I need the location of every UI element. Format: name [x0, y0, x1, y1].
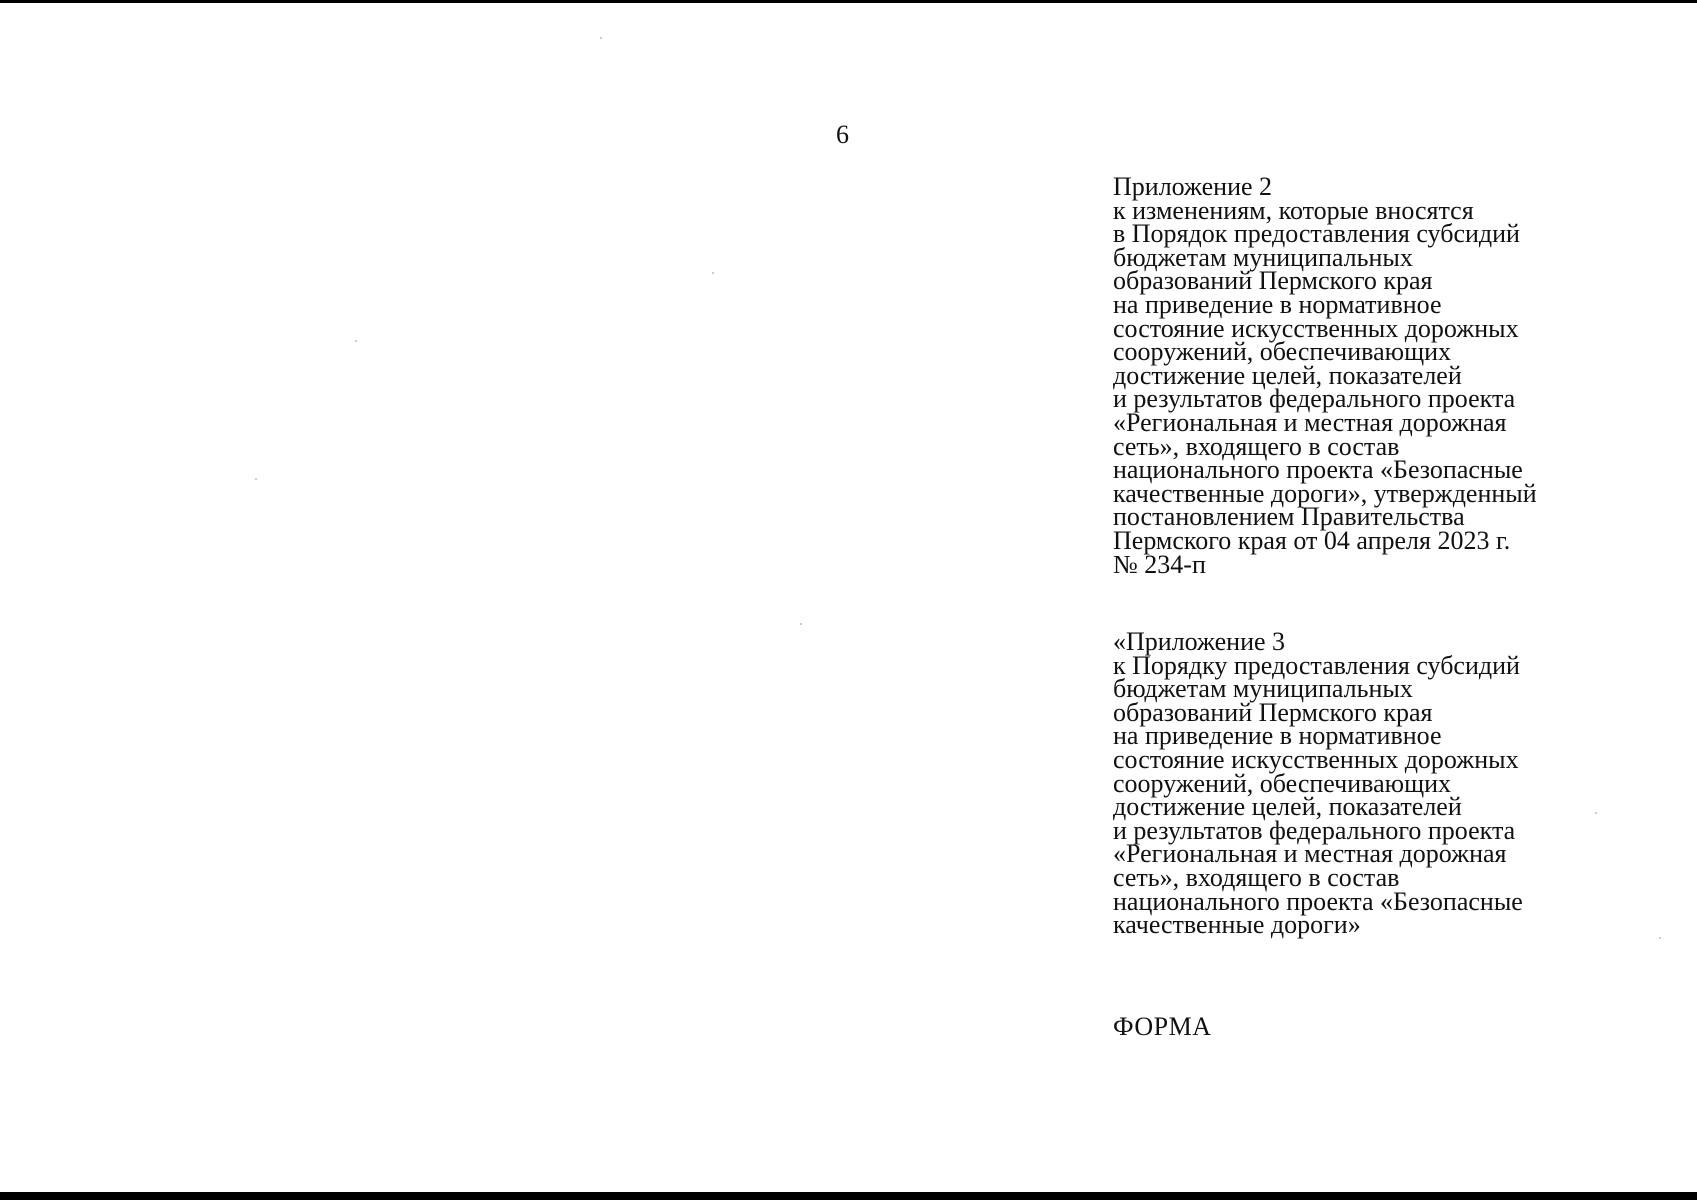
- appendix-2-heading: [1113, 172, 1537, 579]
- appendix-3-line: состояние искусственных дорожных: [1113, 744, 1519, 774]
- page-number: 6: [836, 120, 849, 149]
- appendix-3-line: качественные дороги»: [1113, 910, 1361, 940]
- appendix-2-line: сеть», входящего в состав: [1113, 431, 1400, 461]
- appendix-2-line: Приложение 2: [1113, 172, 1273, 201]
- appendix-3-line: на приведение в нормативное: [1113, 721, 1442, 751]
- appendix-2-line: «Региональная и местная дорожная: [1113, 407, 1507, 437]
- appendix-2-line: достижение целей, показателей: [1113, 360, 1462, 390]
- scan-bottom-edge: [0, 1192, 1697, 1200]
- appendix-2-line: постановлением Правительства: [1113, 502, 1465, 532]
- appendix-2-line: состояние искусственных дорожных: [1113, 313, 1519, 343]
- scan-speck: [712, 272, 714, 274]
- appendix-2-line: на приведение в нормативное: [1113, 289, 1442, 319]
- scan-speck: [600, 37, 602, 39]
- appendix-2-line: Пермского края от 04 апреля 2023 г.: [1113, 525, 1511, 555]
- appendix-2-line: № 234-п: [1113, 549, 1206, 579]
- scan-top-edge: [0, 0, 1697, 3]
- appendix-3-line: «Приложение 3: [1113, 627, 1286, 656]
- appendix-3-line: к Порядку предоставления субсидий: [1113, 650, 1520, 680]
- appendix-2-line: качественные дороги», утвержденный: [1113, 478, 1537, 508]
- appendix-2-line: национального проекта «Безопасные: [1113, 455, 1523, 485]
- appendix-2-line: образований Пермского края: [1113, 266, 1433, 296]
- form-label: ФОРМА: [1113, 1012, 1212, 1041]
- appendix-3-line: сооружений, обеспечивающих: [1113, 768, 1451, 798]
- appendix-2-line: в Порядок предоставления субсидий: [1113, 219, 1520, 249]
- scan-speck: [355, 340, 357, 342]
- appendix-3-line: «Региональная и местная дорожная: [1113, 839, 1507, 869]
- scan-speck: [1595, 812, 1597, 814]
- appendix-2-line: бюджетам муниципальных: [1113, 242, 1413, 272]
- appendix-3-line: бюджетам муниципальных: [1113, 674, 1413, 704]
- appendix-3-line: и результатов федерального проекта: [1113, 815, 1516, 845]
- appendix-2-line: и результатов федерального проекта: [1113, 384, 1516, 414]
- appendix-3-line: достижение целей, показателей: [1113, 792, 1462, 822]
- appendix-3-heading: [1113, 627, 1523, 940]
- appendix-3-line: образований Пермского края: [1113, 697, 1433, 727]
- appendix-2-line: к изменениям, которые вносятся: [1113, 195, 1474, 225]
- appendix-3-line: сеть», входящего в состав: [1113, 862, 1400, 892]
- appendix-3-line: национального проекта «Безопасные: [1113, 886, 1523, 916]
- scan-speck: [255, 478, 257, 480]
- appendix-2-line: сооружений, обеспечивающих: [1113, 337, 1451, 367]
- scan-speck: [800, 623, 802, 625]
- scan-speck: [1659, 937, 1661, 939]
